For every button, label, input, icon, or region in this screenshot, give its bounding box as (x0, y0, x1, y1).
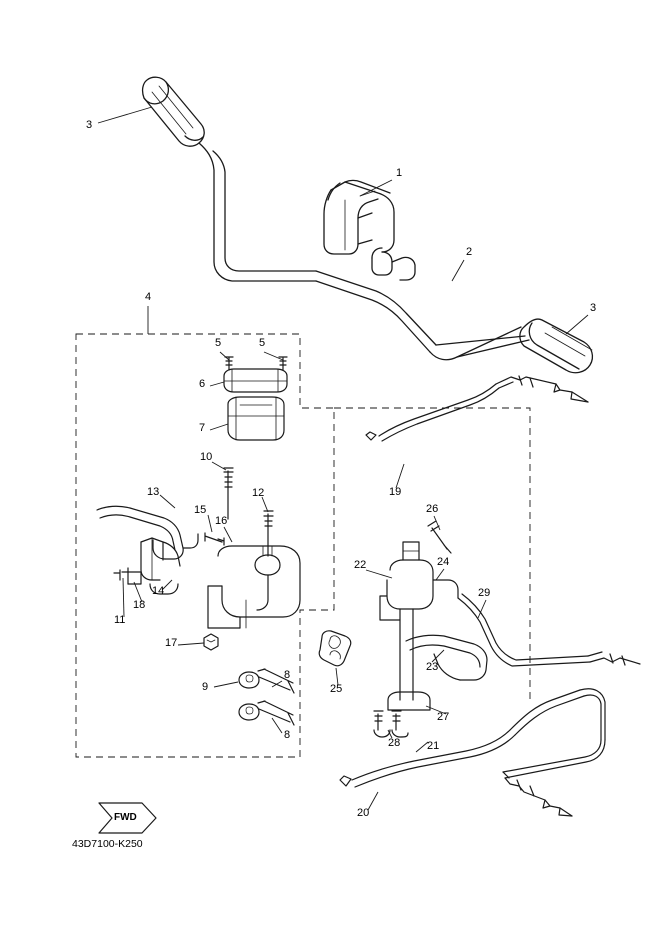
callout-28: 28 (388, 737, 401, 749)
callout-24: 24 (437, 556, 450, 568)
callout-25: 25 (330, 683, 343, 695)
callout-7: 7 (199, 422, 206, 434)
callout-17: 17 (165, 637, 178, 649)
group-boundary-4 (76, 334, 530, 757)
callout-2: 2 (466, 246, 473, 258)
callout-8-b: 8 (284, 729, 291, 741)
callout-5-a: 5 (215, 337, 222, 349)
callout-11: 11 (114, 614, 126, 626)
callout-15: 15 (194, 504, 207, 516)
left-control-assembly (97, 357, 300, 725)
callout-6: 6 (199, 378, 206, 390)
callout-23: 23 (426, 661, 439, 673)
callout-4: 4 (145, 291, 152, 303)
callout-14: 14 (152, 585, 165, 597)
callout-19: 19 (389, 486, 402, 498)
callout-18: 18 (133, 599, 146, 611)
callout-10: 10 (200, 451, 213, 463)
callout-29: 29 (478, 587, 491, 599)
fwd-label: FWD (114, 812, 137, 823)
callout-3-right: 3 (590, 302, 597, 314)
callout-27: 27 (437, 711, 450, 723)
callout-9: 9 (202, 681, 209, 693)
handlebar-assembly (143, 77, 593, 373)
callout-8-a: 8 (284, 669, 291, 681)
callout-3-left: 3 (86, 119, 93, 131)
callout-1: 1 (396, 167, 403, 179)
diagram-part-code: 43D7100-K250 (72, 838, 143, 850)
callout-5-b: 5 (259, 337, 266, 349)
callout-leaders (98, 107, 588, 810)
callout-22: 22 (354, 559, 367, 571)
callout-13: 13 (147, 486, 160, 498)
callout-12: 12 (252, 487, 265, 499)
callout-26: 26 (426, 503, 439, 515)
callout-21: 21 (427, 740, 440, 752)
callout-16: 16 (215, 515, 228, 527)
callout-20: 20 (357, 807, 370, 819)
